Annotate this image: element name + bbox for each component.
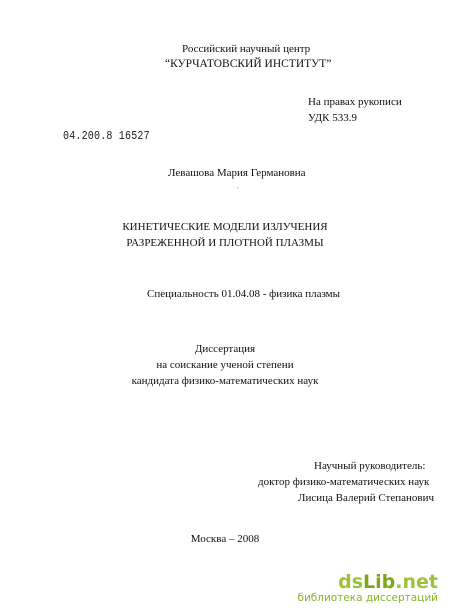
specialty: Специальность 01.04.08 - физика плазмы [147, 288, 340, 300]
dslib-subtitle: библиотека диссертаций [297, 592, 438, 604]
registration-code: 04.200.8 16527 [63, 131, 150, 144]
supervisor-label: Научный руководитель: [314, 460, 426, 472]
supervisor-name: Лисица Валерий Степанович [298, 492, 434, 504]
supervisor-degree: доктор физико-математических наук [258, 476, 430, 488]
thesis-title-line2: РАЗРЕЖЕННОЙ И ПЛОТНОЙ ПЛАЗМЫ [126, 237, 324, 249]
dslib-watermark [297, 572, 438, 605]
city-year: Москва – 2008 [190, 533, 260, 545]
thesis-title-page: Российский научный центр “КУРЧАТОВСКИЙ ИНСТИТУТ” На правах рукописи УДК 533.9 04.200.8 16527 Левашова Мария Германовна ' КИНЕТИЧЕСКИЕ МОДЕЛИ ИЗЛУЧЕНИЯ РАЗРЕЖЕННОЙ И ПЛОТНОЙ ПЛАЗМЫ Специальность 01.04.08 - физика плазмы Диссертация на соискание ученой степени кандидата физико-математических наук Научный руководитель: доктор физико-математических наук Лисица Валерий Степанович Москва – 2008 dsLib.net библиотека диссертаций [0, 0, 450, 615]
udc-code: УДК 533.9 [308, 112, 358, 124]
manuscript-rights: На правах рукописи [308, 96, 402, 108]
dslib-logo: dsLib.net [338, 571, 438, 593]
dissertation-label: Диссертация [194, 343, 256, 355]
degree-line: на соискание ученой степени [156, 359, 294, 371]
degree-field: кандидата физико-математических наук [131, 375, 319, 387]
institution-name: Российский научный центр [182, 43, 311, 55]
author-name: Левашова Мария Германовна [168, 167, 306, 179]
institute-name: “КУРЧАТОВСКИЙ ИНСТИТУТ” [165, 58, 332, 70]
thesis-title-line1: КИНЕТИЧЕСКИЕ МОДЕЛИ ИЗЛУЧЕНИЯ [122, 221, 328, 233]
